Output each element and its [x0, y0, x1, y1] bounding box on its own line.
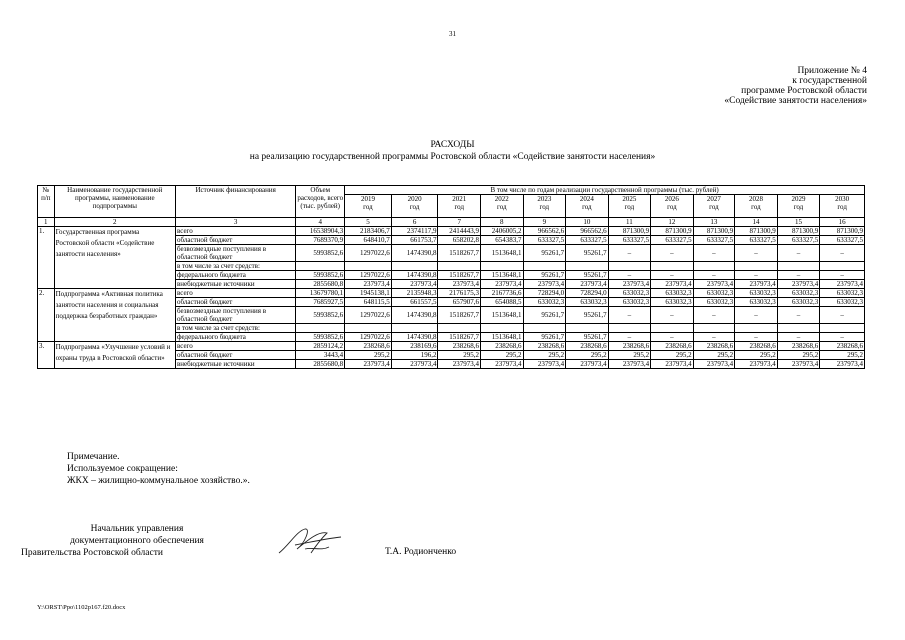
row-year-value: –: [735, 245, 778, 262]
row-year-value: 95261,7: [523, 245, 566, 262]
header-year: [651, 195, 694, 218]
row-year-value: 871300,9: [820, 227, 865, 236]
row-total: 7689370,9: [296, 236, 345, 245]
row-year-value: 237973,4: [523, 280, 566, 289]
row-year-value: 238268,6: [523, 342, 566, 351]
row-year-value: 95261,7: [523, 271, 566, 280]
appendix-line: «Содействие занятости населения»: [724, 96, 867, 106]
row-year-value: 1297022,6: [345, 333, 392, 342]
column-number: 14: [735, 218, 778, 227]
column-numbers-row: [38, 218, 865, 227]
row-year-value: [693, 262, 735, 271]
row-total: [296, 324, 345, 333]
appendix-header: [627, 66, 867, 106]
header-year-value: 2019: [360, 195, 375, 203]
row-source: областной бюджет: [175, 236, 295, 245]
row-year-value: 238268,6: [566, 342, 609, 351]
row-year-value: 2406005,2: [481, 227, 524, 236]
row-year-value: 237973,4: [481, 280, 524, 289]
row-source: федерального бюджета: [175, 333, 295, 342]
row-year-value: 648115,5: [345, 298, 392, 307]
row-year-value: 1945138,1: [345, 289, 392, 298]
row-year-value: [651, 262, 694, 271]
row-year-value: 196,2: [391, 351, 438, 360]
header-year: [735, 195, 778, 218]
row-year-value: [391, 262, 438, 271]
row-year-value: 966562,6: [523, 227, 566, 236]
row-source: областной бюджет: [175, 298, 295, 307]
row-year-value: 1474390,8: [391, 245, 438, 262]
row-year-value: 238268,6: [820, 342, 865, 351]
row-program-name: Подпрограмма «Активная политика занятости населения и социальная поддержка безработных граждан»: [54, 289, 175, 342]
header-name: Наименование государственной программы, наименование подпрограммы: [54, 186, 175, 218]
signature-line: Начальник управления: [90, 524, 184, 534]
row-year-value: 95261,7: [566, 271, 609, 280]
header-year: [777, 195, 820, 218]
signature-line: документационного обеспечения: [70, 536, 204, 546]
row-year-value: 295,2: [608, 351, 651, 360]
row-year-value: 2374117,9: [391, 227, 438, 236]
row-year-value: 237973,4: [566, 360, 609, 369]
row-year-value: 295,2: [566, 351, 609, 360]
row-year-value: 237973,4: [391, 360, 438, 369]
row-year-value: 2167736,6: [481, 289, 524, 298]
row-total: 16538904,3: [296, 227, 345, 236]
row-year-value: [438, 262, 481, 271]
row-year-value: 238268,6: [651, 342, 694, 351]
row-total: 5993852,6: [296, 307, 345, 324]
row-year-value: 238268,6: [777, 342, 820, 351]
row-source: в том числе за счет средств:: [175, 324, 295, 333]
row-year-value: 728294,0: [566, 289, 609, 298]
row-total: 2855680,8: [296, 360, 345, 369]
row-year-value: [481, 262, 524, 271]
row-year-value: 633032,3: [608, 289, 651, 298]
row-year-value: 237973,4: [735, 360, 778, 369]
row-total: 5993852,6: [296, 333, 345, 342]
row-year-value: 2414443,9: [438, 227, 481, 236]
row-year-value: 237973,4: [820, 360, 865, 369]
row-year-value: 871300,9: [651, 227, 694, 236]
column-number: 15: [777, 218, 820, 227]
row-year-value: [820, 324, 865, 333]
row-year-value: 658202,8: [438, 236, 481, 245]
header-year: [345, 195, 392, 218]
row-year-value: 871300,9: [735, 227, 778, 236]
row-year-value: 95261,7: [566, 333, 609, 342]
row-year-value: [566, 262, 609, 271]
table-row: [38, 342, 865, 351]
row-year-value: 661557,5: [391, 298, 438, 307]
header-year-value: 2026: [664, 195, 679, 203]
row-year-value: 1518267,7: [438, 245, 481, 262]
row-year-value: 238268,6: [345, 342, 392, 351]
row-year-value: 1297022,6: [345, 307, 392, 324]
row-year-value: 295,2: [345, 351, 392, 360]
row-year-value: 1474390,8: [391, 307, 438, 324]
row-year-value: 295,2: [651, 351, 694, 360]
column-number: 9: [523, 218, 566, 227]
header-year-suffix: год: [539, 203, 550, 211]
header-year: [391, 195, 438, 218]
row-year-value: 1474390,8: [391, 333, 438, 342]
header-year-value: 2027: [706, 195, 721, 203]
row-program-name: Государственная программа Ростовской области «Содействие занятости населения»: [54, 227, 175, 289]
row-year-value: –: [735, 307, 778, 324]
row-year-value: 237973,4: [693, 280, 735, 289]
row-year-value: 237973,4: [651, 360, 694, 369]
row-year-value: 1297022,6: [345, 271, 392, 280]
row-year-value: 633032,3: [693, 298, 735, 307]
row-year-value: 295,2: [735, 351, 778, 360]
row-year-value: [735, 324, 778, 333]
row-year-value: –: [735, 333, 778, 342]
header-year: [693, 195, 735, 218]
header-year-suffix: год: [751, 203, 761, 211]
table-row: [38, 289, 865, 298]
row-year-value: –: [693, 333, 735, 342]
row-year-value: [735, 262, 778, 271]
row-year-value: 633327,5: [820, 236, 865, 245]
title-sub: на реализацию государственной программы Ростовской области «Содействие занятости населения»: [249, 152, 656, 162]
row-year-value: 2135948,3: [391, 289, 438, 298]
column-number: 5: [345, 218, 392, 227]
appendix-line: к государственной: [792, 76, 867, 86]
row-year-value: [566, 324, 609, 333]
row-year-value: 295,2: [481, 351, 524, 360]
row-year-value: 295,2: [438, 351, 481, 360]
row-year-value: –: [735, 271, 778, 280]
row-year-value: –: [693, 245, 735, 262]
row-year-value: 661753,7: [391, 236, 438, 245]
row-total: 7685927,5: [296, 298, 345, 307]
header-year-value: 2021: [452, 195, 467, 203]
row-year-value: 295,2: [523, 351, 566, 360]
row-year-value: –: [777, 271, 820, 280]
header-num: № п/п: [38, 186, 55, 218]
row-source: безвозмездные поступления в областной бюджет: [175, 245, 295, 262]
note-line: Используемое сокращение:: [67, 464, 178, 474]
row-year-value: 238268,6: [735, 342, 778, 351]
column-number: 8: [481, 218, 524, 227]
row-year-value: 238268,6: [608, 342, 651, 351]
header-year-suffix: год: [793, 203, 804, 211]
page-number: 31: [449, 30, 456, 38]
row-source: в том числе за счет средств:: [175, 262, 295, 271]
row-year-value: [481, 324, 524, 333]
header-year-value: 2025: [622, 195, 637, 203]
row-year-value: 633032,3: [651, 289, 694, 298]
row-year-value: 633327,5: [777, 236, 820, 245]
row-year-value: –: [651, 307, 694, 324]
row-year-value: –: [820, 271, 865, 280]
row-year-value: 237973,4: [735, 280, 778, 289]
row-year-value: –: [777, 333, 820, 342]
row-year-value: [391, 324, 438, 333]
row-year-value: 633327,5: [608, 236, 651, 245]
row-year-value: 237973,4: [608, 360, 651, 369]
document-title: [0, 139, 905, 163]
row-year-value: 1518267,7: [438, 307, 481, 324]
header-year-suffix: год: [497, 203, 507, 211]
row-total: 5993852,6: [296, 245, 345, 262]
row-year-value: 295,2: [820, 351, 865, 360]
row-year-value: 728294,0: [523, 289, 566, 298]
row-total: [296, 262, 345, 271]
header-year: [481, 195, 524, 218]
appendix-line: Приложение № 4: [797, 66, 867, 76]
row-year-value: 95261,7: [566, 245, 609, 262]
row-year-value: 1513648,1: [481, 271, 524, 280]
header-year-suffix: год: [363, 203, 373, 211]
row-year-value: 633327,5: [566, 236, 609, 245]
row-year-value: [693, 324, 735, 333]
row-year-value: 633327,5: [651, 236, 694, 245]
header-year-suffix: год: [454, 203, 465, 211]
row-year-value: –: [651, 245, 694, 262]
row-source: безвозмездные поступления в областной бюджет: [175, 307, 295, 324]
row-year-value: [345, 262, 392, 271]
row-year-value: 1513648,1: [481, 245, 524, 262]
row-year-value: –: [693, 307, 735, 324]
row-source: федерального бюджета: [175, 271, 295, 280]
row-year-value: 1513648,1: [481, 333, 524, 342]
header-year-value: 2020: [407, 195, 422, 203]
column-number: 6: [391, 218, 438, 227]
column-number: 13: [693, 218, 735, 227]
row-year-value: [523, 324, 566, 333]
row-year-value: 871300,9: [608, 227, 651, 236]
row-num: 3.: [38, 342, 55, 369]
row-year-value: [345, 324, 392, 333]
row-year-value: 237973,4: [345, 360, 392, 369]
row-year-value: 95261,7: [523, 307, 566, 324]
row-year-value: 633032,3: [735, 298, 778, 307]
row-year-value: –: [777, 245, 820, 262]
header-year-value: 2030: [835, 195, 850, 203]
row-total: 3443,4: [296, 351, 345, 360]
row-year-value: [651, 324, 694, 333]
row-year-value: –: [820, 333, 865, 342]
row-year-value: 295,2: [693, 351, 735, 360]
row-year-value: 633327,5: [693, 236, 735, 245]
row-year-value: 633032,3: [777, 298, 820, 307]
expenses-table: [37, 185, 865, 369]
row-year-value: 238268,6: [693, 342, 735, 351]
row-year-value: 237973,4: [693, 360, 735, 369]
header-year: [438, 195, 481, 218]
row-year-value: 1474390,8: [391, 271, 438, 280]
row-year-value: 237973,4: [777, 360, 820, 369]
header-year-suffix: год: [837, 203, 847, 211]
row-year-value: 633032,3: [777, 289, 820, 298]
header-years-group: В том числе по годам реализации государственной программы (тыс. рублей): [345, 186, 865, 195]
header-year: [566, 195, 609, 218]
row-year-value: 237973,4: [523, 360, 566, 369]
header-year-value: 2024: [579, 195, 594, 203]
row-year-value: –: [608, 307, 651, 324]
row-year-value: 654088,5: [481, 298, 524, 307]
title-main: РАСХОДЫ: [430, 140, 475, 150]
row-year-value: 237973,4: [438, 280, 481, 289]
row-year-value: –: [820, 245, 865, 262]
row-year-value: 871300,9: [777, 227, 820, 236]
row-year-value: 95261,7: [566, 307, 609, 324]
row-source: всего: [175, 342, 295, 351]
row-year-value: 237973,4: [345, 280, 392, 289]
row-year-value: 1513648,1: [481, 307, 524, 324]
row-year-value: 654383,7: [481, 236, 524, 245]
row-year-value: 237973,4: [438, 360, 481, 369]
column-number: 3: [175, 218, 295, 227]
row-source: внебюджетные источники: [175, 280, 295, 289]
signature-title: [21, 523, 237, 559]
row-year-value: 633032,3: [735, 289, 778, 298]
row-total: 5993852,6: [296, 271, 345, 280]
row-num: 1.: [38, 227, 55, 289]
row-year-value: 633032,3: [608, 298, 651, 307]
row-year-value: –: [651, 333, 694, 342]
row-year-value: 237973,4: [608, 280, 651, 289]
row-year-value: –: [820, 307, 865, 324]
header-total: Объем расходов, всего (тыс. рублей): [296, 186, 345, 218]
row-year-value: –: [608, 271, 651, 280]
row-year-value: [777, 324, 820, 333]
row-source: областной бюджет: [175, 351, 295, 360]
row-year-value: 657907,6: [438, 298, 481, 307]
column-number: 2: [54, 218, 175, 227]
header-row: [38, 186, 865, 195]
signature-line: Правительства Ростовской области: [21, 548, 163, 558]
row-year-value: [608, 324, 651, 333]
signatory-name: Т.А. Родионченко: [385, 547, 457, 557]
header-year: [608, 195, 651, 218]
column-number: 4: [296, 218, 345, 227]
row-year-value: 295,2: [777, 351, 820, 360]
row-year-value: –: [651, 271, 694, 280]
row-year-value: 2176175,3: [438, 289, 481, 298]
row-year-value: 237973,4: [391, 280, 438, 289]
header-year-suffix: год: [624, 203, 635, 211]
row-total: 2859124,2: [296, 342, 345, 351]
row-num: 2.: [38, 289, 55, 342]
row-year-value: [438, 324, 481, 333]
note: [67, 451, 250, 487]
row-year-value: 238268,6: [481, 342, 524, 351]
header-year-value: 2023: [537, 195, 552, 203]
file-path: Y:\ORST\Ppo\1102p167.f20.docx: [37, 604, 126, 611]
row-year-value: 1297022,6: [345, 245, 392, 262]
row-year-value: 237973,4: [651, 280, 694, 289]
header-year-suffix: год: [582, 203, 592, 211]
header-year-suffix: год: [709, 203, 719, 211]
row-year-value: –: [608, 333, 651, 342]
column-number: 12: [651, 218, 694, 227]
row-year-value: 238169,6: [391, 342, 438, 351]
header-year-suffix: год: [667, 203, 677, 211]
row-year-value: 633327,5: [735, 236, 778, 245]
row-source: всего: [175, 227, 295, 236]
appendix-line: программе Ростовской области: [741, 86, 867, 96]
handwritten-signature: [275, 525, 345, 559]
row-year-value: 633327,5: [523, 236, 566, 245]
row-year-value: 237973,4: [566, 280, 609, 289]
row-year-value: 633032,3: [523, 298, 566, 307]
row-year-value: [608, 262, 651, 271]
row-year-value: –: [693, 271, 735, 280]
row-year-value: 648410,7: [345, 236, 392, 245]
row-year-value: 2183406,7: [345, 227, 392, 236]
column-number: 16: [820, 218, 865, 227]
row-year-value: –: [608, 245, 651, 262]
row-year-value: –: [777, 307, 820, 324]
header-year-value: 2028: [748, 195, 763, 203]
row-year-value: 633032,3: [651, 298, 694, 307]
header-year-value: 2029: [791, 195, 806, 203]
table-row: [38, 227, 865, 236]
row-year-value: [523, 262, 566, 271]
column-number: 7: [438, 218, 481, 227]
row-year-value: [777, 262, 820, 271]
row-year-value: 966562,6: [566, 227, 609, 236]
row-year-value: 237973,4: [481, 360, 524, 369]
header-year: [820, 195, 865, 218]
row-total: 2855680,8: [296, 280, 345, 289]
row-year-value: 633032,3: [820, 289, 865, 298]
row-year-value: 1518267,7: [438, 333, 481, 342]
note-line: ЖКХ – жилищно-коммунальное хозяйство.».: [67, 476, 250, 486]
note-line: Примечание.: [67, 452, 120, 462]
row-year-value: 633032,3: [566, 298, 609, 307]
column-number: 10: [566, 218, 609, 227]
row-source: внебюджетные источники: [175, 360, 295, 369]
column-number: 1: [38, 218, 55, 227]
row-year-value: 237973,4: [820, 280, 865, 289]
row-year-value: 871300,9: [693, 227, 735, 236]
row-year-value: 95261,7: [523, 333, 566, 342]
row-year-value: [820, 262, 865, 271]
row-total: 13679780,1: [296, 289, 345, 298]
row-year-value: 633032,3: [693, 289, 735, 298]
header-year: [523, 195, 566, 218]
row-year-value: 633032,3: [820, 298, 865, 307]
header-year-suffix: год: [409, 203, 420, 211]
column-number: 11: [608, 218, 651, 227]
header-source: Источник финансирования: [175, 186, 295, 218]
row-year-value: 238268,6: [438, 342, 481, 351]
row-source: всего: [175, 289, 295, 298]
header-year-value: 2022: [494, 195, 509, 203]
row-year-value: 237973,4: [777, 280, 820, 289]
row-year-value: 1518267,7: [438, 271, 481, 280]
row-program-name: Подпрограмма «Улучшение условий и охраны труда в Ростовской области»: [54, 342, 175, 369]
